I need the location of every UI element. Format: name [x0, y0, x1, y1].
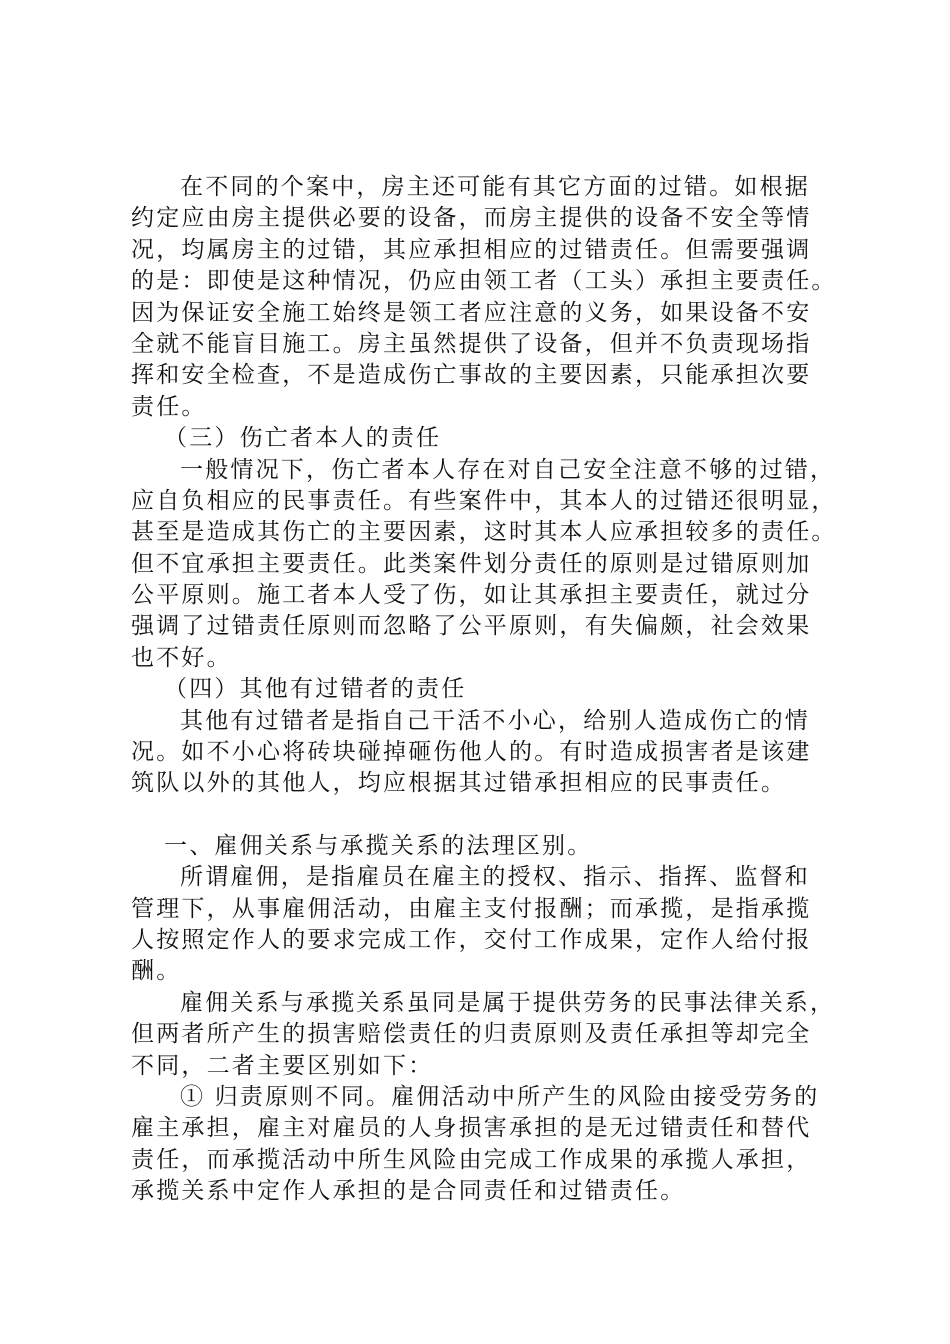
- paragraph-line: 在不同的个案中，房主还可能有其它方面的过错。如根据: [180, 174, 810, 200]
- paragraph-line: 人按照定作人的要求完成工作，交付工作成果，定作人给付报: [131, 926, 812, 953]
- paragraph-line: 筑队以外的其他人，均应根据其过错承担相应的民事责任。: [131, 770, 787, 797]
- paragraph-line: 责任，而承揽活动中所生风险由完成工作成果的承揽人承担，: [131, 1146, 812, 1173]
- paragraph-line: 应自负相应的民事责任。有些案件中，其本人的过错还很明显，: [131, 487, 837, 514]
- paragraph-line: 也不好。: [131, 644, 232, 671]
- section-heading-one: 一、雇佣关系与承揽关系的法理区别。: [164, 832, 593, 859]
- paragraph-line: 的是：即使是这种情况，仍应由领工者（工头）承担主要责任。: [131, 268, 837, 295]
- paragraph-line: 全就不能盲目施工。房主虽然提供了设备，但并不负责现场指: [131, 330, 812, 357]
- paragraph-line: 不同，二者主要区别如下：: [131, 1052, 434, 1079]
- paragraph-line: 雇主承担，雇主对雇员的人身损害承担的是无过错责任和替代: [131, 1115, 812, 1142]
- paragraph-line: 甚至是造成其伤亡的主要因素，这时其本人应承担较多的责任。: [131, 519, 837, 546]
- paragraph-line: 强调了过错责任原则而忽略了公平原则，有失偏颇，社会效果: [131, 613, 812, 640]
- paragraph-gap: [131, 800, 831, 831]
- section-heading-3: （三）伤亡者本人的责任: [164, 425, 442, 452]
- paragraph-line: 但不宜承担主要责任。此类案件划分责任的原则是过错原则加: [131, 550, 812, 577]
- paragraph-line: ① 归责原则不同。雇佣活动中所产生的风险由接受劳务的: [180, 1083, 820, 1110]
- paragraph-line: 管理下，从事雇佣活动，由雇主支付报酬；而承揽，是指承揽: [131, 895, 812, 922]
- paragraph-line: 况。如不小心将砖块碰掉砸伤他人的。有时造成损害者是该建: [131, 739, 812, 766]
- section-heading-4: （四）其他有过错者的责任: [164, 676, 467, 703]
- paragraph-line: 所谓雇佣，是指雇员在雇主的授权、指示、指挥、监督和: [180, 864, 810, 891]
- paragraph-line: 责任。: [131, 393, 207, 420]
- paragraph-line: 雇佣关系与承揽关系虽同是属于提供劳务的民事法律关系，: [180, 989, 836, 1016]
- paragraph-line: 承揽关系中定作人承担的是合同责任和过错责任。: [131, 1178, 686, 1205]
- paragraph-line: 况，均属房主的过错，其应承担相应的过错责任。但需要强调: [131, 236, 812, 263]
- paragraph-line: 酬。: [131, 958, 182, 985]
- document-body: [131, 172, 837, 1208]
- paragraph-line: 其他有过错者是指自己干活不小心，给别人造成伤亡的情: [180, 707, 810, 734]
- paragraph-line: 但两者所产生的损害赔偿责任的归责原则及责任承担等却完全: [131, 1021, 812, 1048]
- paragraph-line: 一般情况下，伤亡者本人存在对自己安全注意不够的过错，: [180, 456, 836, 483]
- paragraph-line: 公平原则。施工者本人受了伤，如让其承担主要责任，就过分: [131, 582, 812, 609]
- paragraph-line: 因为保证安全施工始终是领工者应注意的义务，如果设备不安: [131, 299, 812, 326]
- paragraph-line: 约定应由房主提供必要的设备，而房主提供的设备不安全等情: [131, 205, 812, 232]
- paragraph-line: 挥和安全检查，不是造成伤亡事故的主要因素，只能承担次要: [131, 362, 812, 389]
